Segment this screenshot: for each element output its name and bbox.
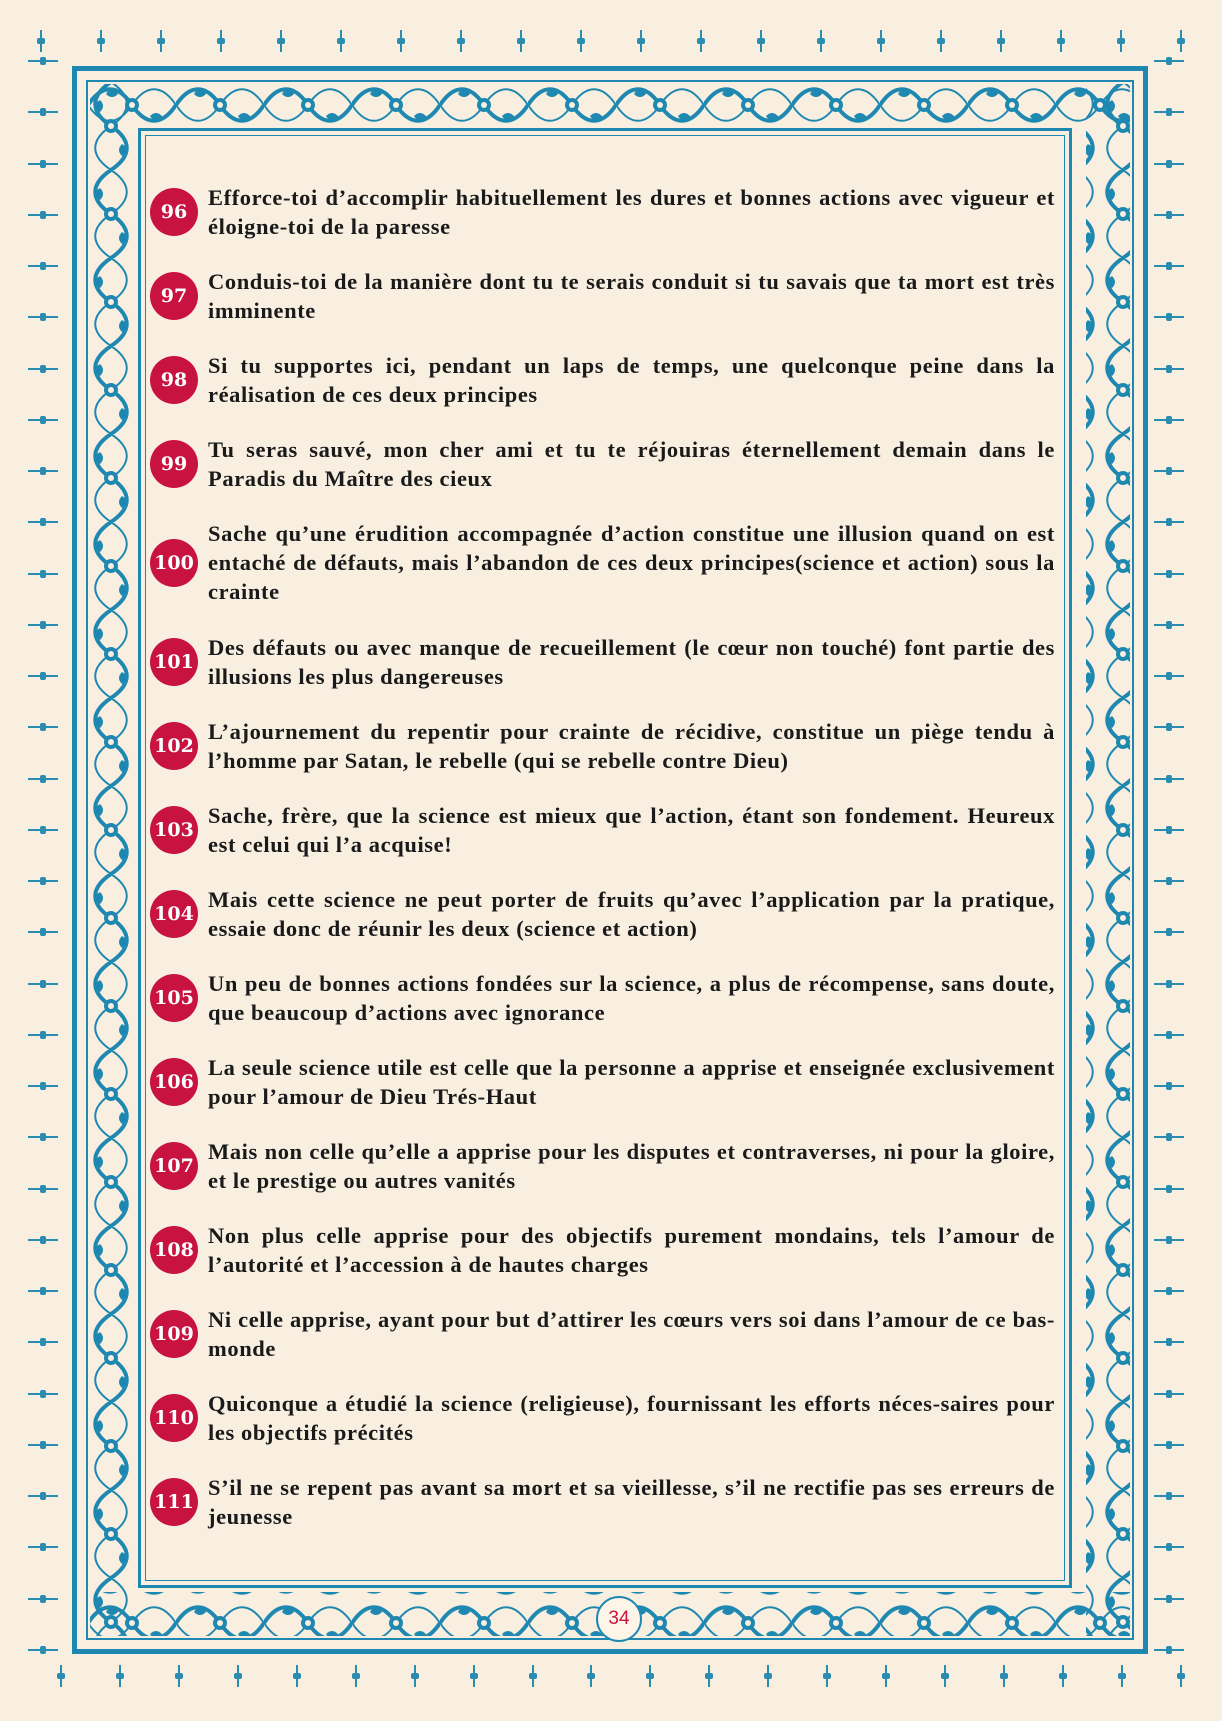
verse-item: [150, 969, 1055, 1027]
verse-number-badge: 101: [150, 638, 198, 686]
verse-text: La seule science utile est celle que la personne a apprise et enseignée exclusivement pour l’amour de Dieu Trés-Haut: [208, 1055, 1055, 1109]
verse-number-badge: 100: [150, 539, 198, 587]
verse-text: Si tu supportes ici, pendant un laps de temps, une quelconque peine dans la réalisation de ces deux principes: [208, 353, 1055, 407]
verse-item: [150, 435, 1055, 493]
verse-text: S’il ne se repent pas avant sa mort et sa vieillesse, s’il ne rectifie pas ses erreurs de jeunesse: [208, 1475, 1055, 1529]
verse-item: [150, 885, 1055, 943]
verse-item: [150, 801, 1055, 859]
verse-number-badge: 105: [150, 974, 198, 1022]
verse-text: Quiconque a étudié la science (religieuse), fournissant les efforts néces-saires pour les objectifs précités: [208, 1391, 1055, 1445]
verse-number-badge: 107: [150, 1142, 198, 1190]
verse-text: Mais cette science ne peut porter de fruits qu’avec l’application par la pratique, essaie donc de réunir les deux (science et action): [208, 887, 1055, 941]
verse-text: Non plus celle apprise pour des objectifs purement mondains, tels l’amour de l’autorité et l’accession à de hautes charges: [208, 1223, 1055, 1277]
verse-text: Tu seras sauvé, mon cher ami et tu te réjouiras éternellement demain dans le Paradis du Maître des cieux: [208, 437, 1055, 491]
verse-text: Sache qu’une érudition accompagnée d’action constitue une illusion quand on est entaché de défauts, mais l’abandon de ces deux principes(science et action) sous la crainte: [208, 521, 1055, 604]
verse-number-badge: 110: [150, 1394, 198, 1442]
verse-item: [150, 351, 1055, 409]
verse-text: Mais non celle qu’elle a apprise pour les disputes et contraverses, ni pour la gloire, et le prestige ou autres vanités: [208, 1139, 1055, 1193]
verse-number-badge: 106: [150, 1058, 198, 1106]
verse-item: [150, 717, 1055, 775]
verse-number-badge: 98: [150, 356, 198, 404]
verse-item: [150, 1221, 1055, 1279]
verse-item: [150, 183, 1055, 241]
verse-number-badge: 97: [150, 272, 198, 320]
verse-item: [150, 267, 1055, 325]
page-number: 34: [596, 1596, 642, 1642]
verse-item: [150, 1137, 1055, 1195]
verse-text: Ni celle apprise, ayant pour but d’attirer les cœurs vers soi dans l’amour de ce bas-monde: [208, 1307, 1055, 1361]
verse-number-badge: 111: [150, 1478, 198, 1526]
verse-item: [150, 519, 1055, 606]
verse-item: [150, 633, 1055, 691]
right-tick-ornament: [1154, 60, 1194, 1651]
verse-item: [150, 1473, 1055, 1531]
top-tick-ornament: [40, 30, 1182, 60]
left-tick-ornament: [28, 60, 68, 1651]
verse-item: [150, 1389, 1055, 1447]
verse-number-badge: 102: [150, 722, 198, 770]
verse-text: L’ajournement du repentir pour crainte de récidive, constitue un piège tendu à l’homme par Satan, le rebelle (qui se rebelle contre Dieu): [208, 719, 1055, 773]
verse-item: [150, 1305, 1055, 1363]
bottom-tick-ornament: [60, 1665, 1182, 1695]
verse-text: Efforce-toi d’accomplir habituellement les dures et bonnes actions avec vigueur et éloigne-toi de la paresse: [208, 185, 1055, 239]
verse-number-badge: 108: [150, 1226, 198, 1274]
verse-text: Un peu de bonnes actions fondées sur la science, a plus de récompense, sans doute, que beaucoup d’actions avec ignorance: [208, 971, 1055, 1025]
verse-number-badge: 99: [150, 440, 198, 488]
verse-text: Sache, frère, que la science est mieux que l’action, étant son fondement. Heureux est celui qui l’a acquise!: [208, 803, 1055, 857]
verse-item: [150, 1053, 1055, 1111]
verse-number-badge: 109: [150, 1310, 198, 1358]
verse-text: Des défauts ou avec manque de recueillement (le cœur non touché) font partie des illusions les plus dangereuses: [208, 635, 1055, 689]
verse-text: Conduis-toi de la manière dont tu te serais conduit si tu savais que ta mort est très imminente: [208, 269, 1055, 323]
verse-number-badge: 104: [150, 890, 198, 938]
verse-number-badge: 103: [150, 806, 198, 854]
verse-number-badge: 96: [150, 188, 198, 236]
